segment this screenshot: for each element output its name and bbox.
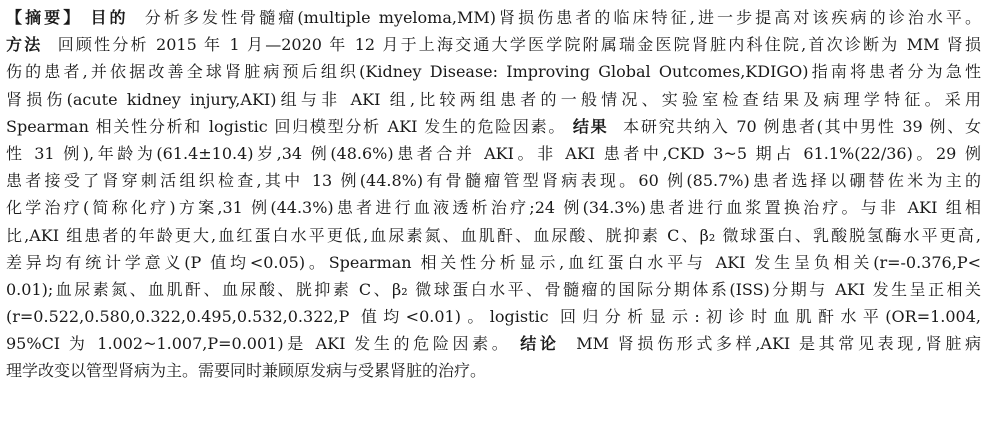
abstract-line-6	[6, 140, 981, 167]
abstract-line-12	[6, 303, 981, 330]
methods-text-1: 回顾性分析 2015 年 1 月—2020 年 12 月于上海交通大学医学院附属瑞金医院肾脏内科住院,首次诊断为 MM 肾损	[57, 35, 981, 55]
abstract-line-8	[6, 194, 981, 221]
abstract-line-5	[6, 113, 981, 140]
abstract-line-14	[6, 357, 981, 384]
abstract-line-4	[6, 86, 981, 113]
results-text-2: 性 31 例),年龄为(61.4±10.4)岁,34 例(48.6%)患者合并 AKI。非 AKI 患者中,CKD 3~5 期占 61.1%(22/36)。29 例	[6, 143, 981, 163]
objective-label: 目的	[90, 8, 129, 27]
methods-label: 方法	[6, 35, 43, 55]
abstract-header-label: 【摘要】	[6, 8, 83, 27]
results-text-1: 本研究共纳入 70 例患者(其中男性 39 例、女	[623, 116, 981, 136]
conclusion-text-1: MM 肾损伤形式多样,AKI 是其常见表现,肾脏病	[576, 334, 981, 354]
abstract-line-3	[6, 58, 981, 85]
abstract-line-7	[6, 167, 981, 194]
methods-text-4: Spearman 相关性分析和 logistic 回归模型分析 AKI 发生的危险因素。	[6, 116, 567, 136]
abstract-line-2	[6, 31, 981, 58]
abstract-line-1	[6, 4, 981, 31]
results-text-9: 95%CI 为 1.002~1.007,P=0.001)是 AKI 发生的危险因素。	[6, 334, 512, 354]
methods-text-3: 肾损伤(acute kidney injury,AKI)组与非 AKI 组,比较两组患者的一般情况、实验室检查结果及病理学特征。采用	[6, 89, 981, 109]
results-label: 结果	[572, 116, 609, 136]
abstract-line-11	[6, 276, 981, 303]
abstract-line-9	[6, 222, 981, 249]
abstract-line-13	[6, 330, 981, 357]
results-text-5: 比,AKI 组患者的年龄更大,血红蛋白水平更低,血尿素氮、血肌酐、血尿酸、胱抑素 C、β₂ 微球蛋白、乳酸脱氢酶水平更高,	[6, 225, 981, 245]
results-text-3: 患者接受了肾穿刺活组织检查,其中 13 例(44.8%)有骨髓瘤管型肾病表现。60 例(85.7%)患者选择以硼替佐米为主的	[6, 171, 981, 191]
results-text-7: 0.01);血尿素氮、血肌酐、血尿酸、胱抑素 C、β₂ 微球蛋白水平、骨髓瘤的国际分期体系(ISS)分期与 AKI 发生呈正相关	[6, 279, 981, 299]
results-text-4: 化学治疗(简称化疗)方案,31 例(44.3%)患者进行血液透析治疗;24 例(34.3%)患者进行血浆置换治疗。与非 AKI 组相	[6, 198, 981, 218]
conclusion-label: 结论	[520, 334, 560, 354]
methods-text-2: 伤的患者,并依据改善全球肾脏病预后组织(Kidney Disease: Improving Global Outcomes,KDIGO)指南将患者分为急性	[6, 62, 981, 82]
objective-text: 分析多发性骨髓瘤(multiple myeloma,MM)肾损伤患者的临床特征,进一步提高对该疾病的诊治水平。	[144, 8, 981, 27]
results-text-8: (r=0.522,0.580,0.322,0.495,0.532,0.322,P 值均<0.01)。logistic 回归分析显示:初诊时血肌酐水平(OR=1.004,	[6, 307, 981, 327]
abstract-line-10	[6, 249, 981, 276]
results-text-6: 差异均有统计学意义(P 值均<0.05)。Spearman 相关性分析显示,血红蛋白水平与 AKI 发生呈负相关(r=-0.376,P<	[6, 252, 981, 272]
conclusion-text-2: 理学改变以管型肾病为主。需要同时兼顾原发病与受累肾脏的治疗。	[6, 361, 487, 381]
